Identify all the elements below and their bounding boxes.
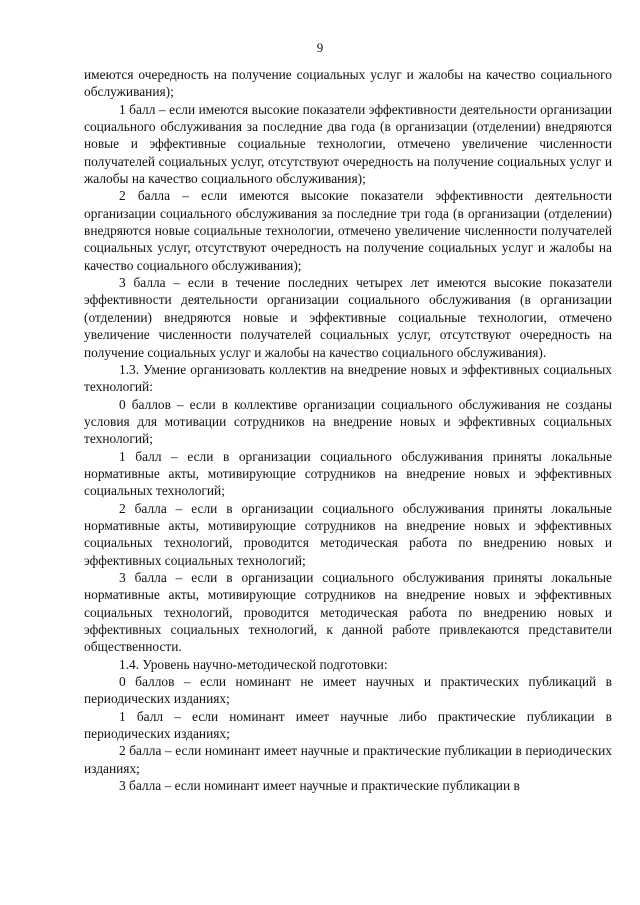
paragraph-9: 3 балла – если в организации социального обслуживания приняты локальные нормативные акты, мотивирующие сотрудников на внедрение новых и эффективных социальных технологий, проводится методическая работа по внедрению новых и эффективных социальных технологий, к данной работе привлекаются представители общественности. (84, 569, 612, 655)
paragraph-7: 1 балл – если в организации социального обслуживания приняты локальные нормативные акты, мотивирующие сотрудников на внедрение новых и эффективных социальных технологий; (84, 448, 612, 499)
document-body (84, 66, 612, 794)
section-heading-1-3: 1.3. Умение организовать коллектив на внедрение новых и эффективных социальных технологий: (84, 361, 612, 395)
paragraph-4: 3 балла – если в течение последних четырех лет имеются высокие показатели эффективности деятельности организации социального обслуживания (в организации (отделении) внедряются новые и эффективные социальные технологии, отмечено увеличение численности получателей социальных услуг, отсутствуют очередность на получение социальных услуг и жалобы на качество социального обслуживания). (84, 275, 612, 360)
paragraph-14: 3 балла – если номинант имеет научные и практические публикации в (119, 778, 520, 794)
paragraph-1: имеются очередность на получение социальных услуг и жалобы на качество социального обслуживания); (84, 67, 612, 100)
paragraph-8: 2 балла – если в организации социального обслуживания приняты локальные нормативные акты, мотивирующие сотрудников на внедрение новых и эффективных социальных технологий, проводится методическая работа по внедрению новых и эффективных социальных технологий; (84, 500, 612, 568)
paragraph-11: 0 баллов – если номинант не имеет научных и практических публикаций в периодических изданиях; (84, 674, 612, 707)
paragraph-6: 0 баллов – если в коллективе организации социального обслуживания не созданы условия для мотивации сотрудников на внедрение новых и эффективных социальных технологий; (84, 396, 612, 447)
paragraph-2: 1 балл – если имеются высокие показатели эффективности деятельности организации социального обслуживания за последние два года (в организации (отделении) внедряются новые и эффективные социальные технологии, отмечено увеличение численности получателей социальных услуг, отсутствуют очередность на получение социальных услуг и жалобы на качество социального обслуживания); (84, 101, 612, 187)
paragraph-12: 1 балл – если номинант имеет научные либо практические публикации в периодических изданиях; (84, 708, 612, 742)
paragraph-13: 2 балла – если номинант имеет научные и практические публикации в периодических изданиях; (84, 743, 612, 776)
section-heading-1-4: 1.4. Уровень научно-методической подготовки: (119, 656, 388, 672)
paragraph-3: 2 балла – если имеются высокие показатели эффективности деятельности организации социального обслуживания за последние три года (в организации (отделении) внедряются новые социальные технологии, отмечено увеличение численности получателей социальных услуг, отсутствуют очередность на получение социальных услуг и жалобы на качество социального обслуживания); (84, 188, 612, 273)
page-number: 9 (316, 40, 324, 55)
